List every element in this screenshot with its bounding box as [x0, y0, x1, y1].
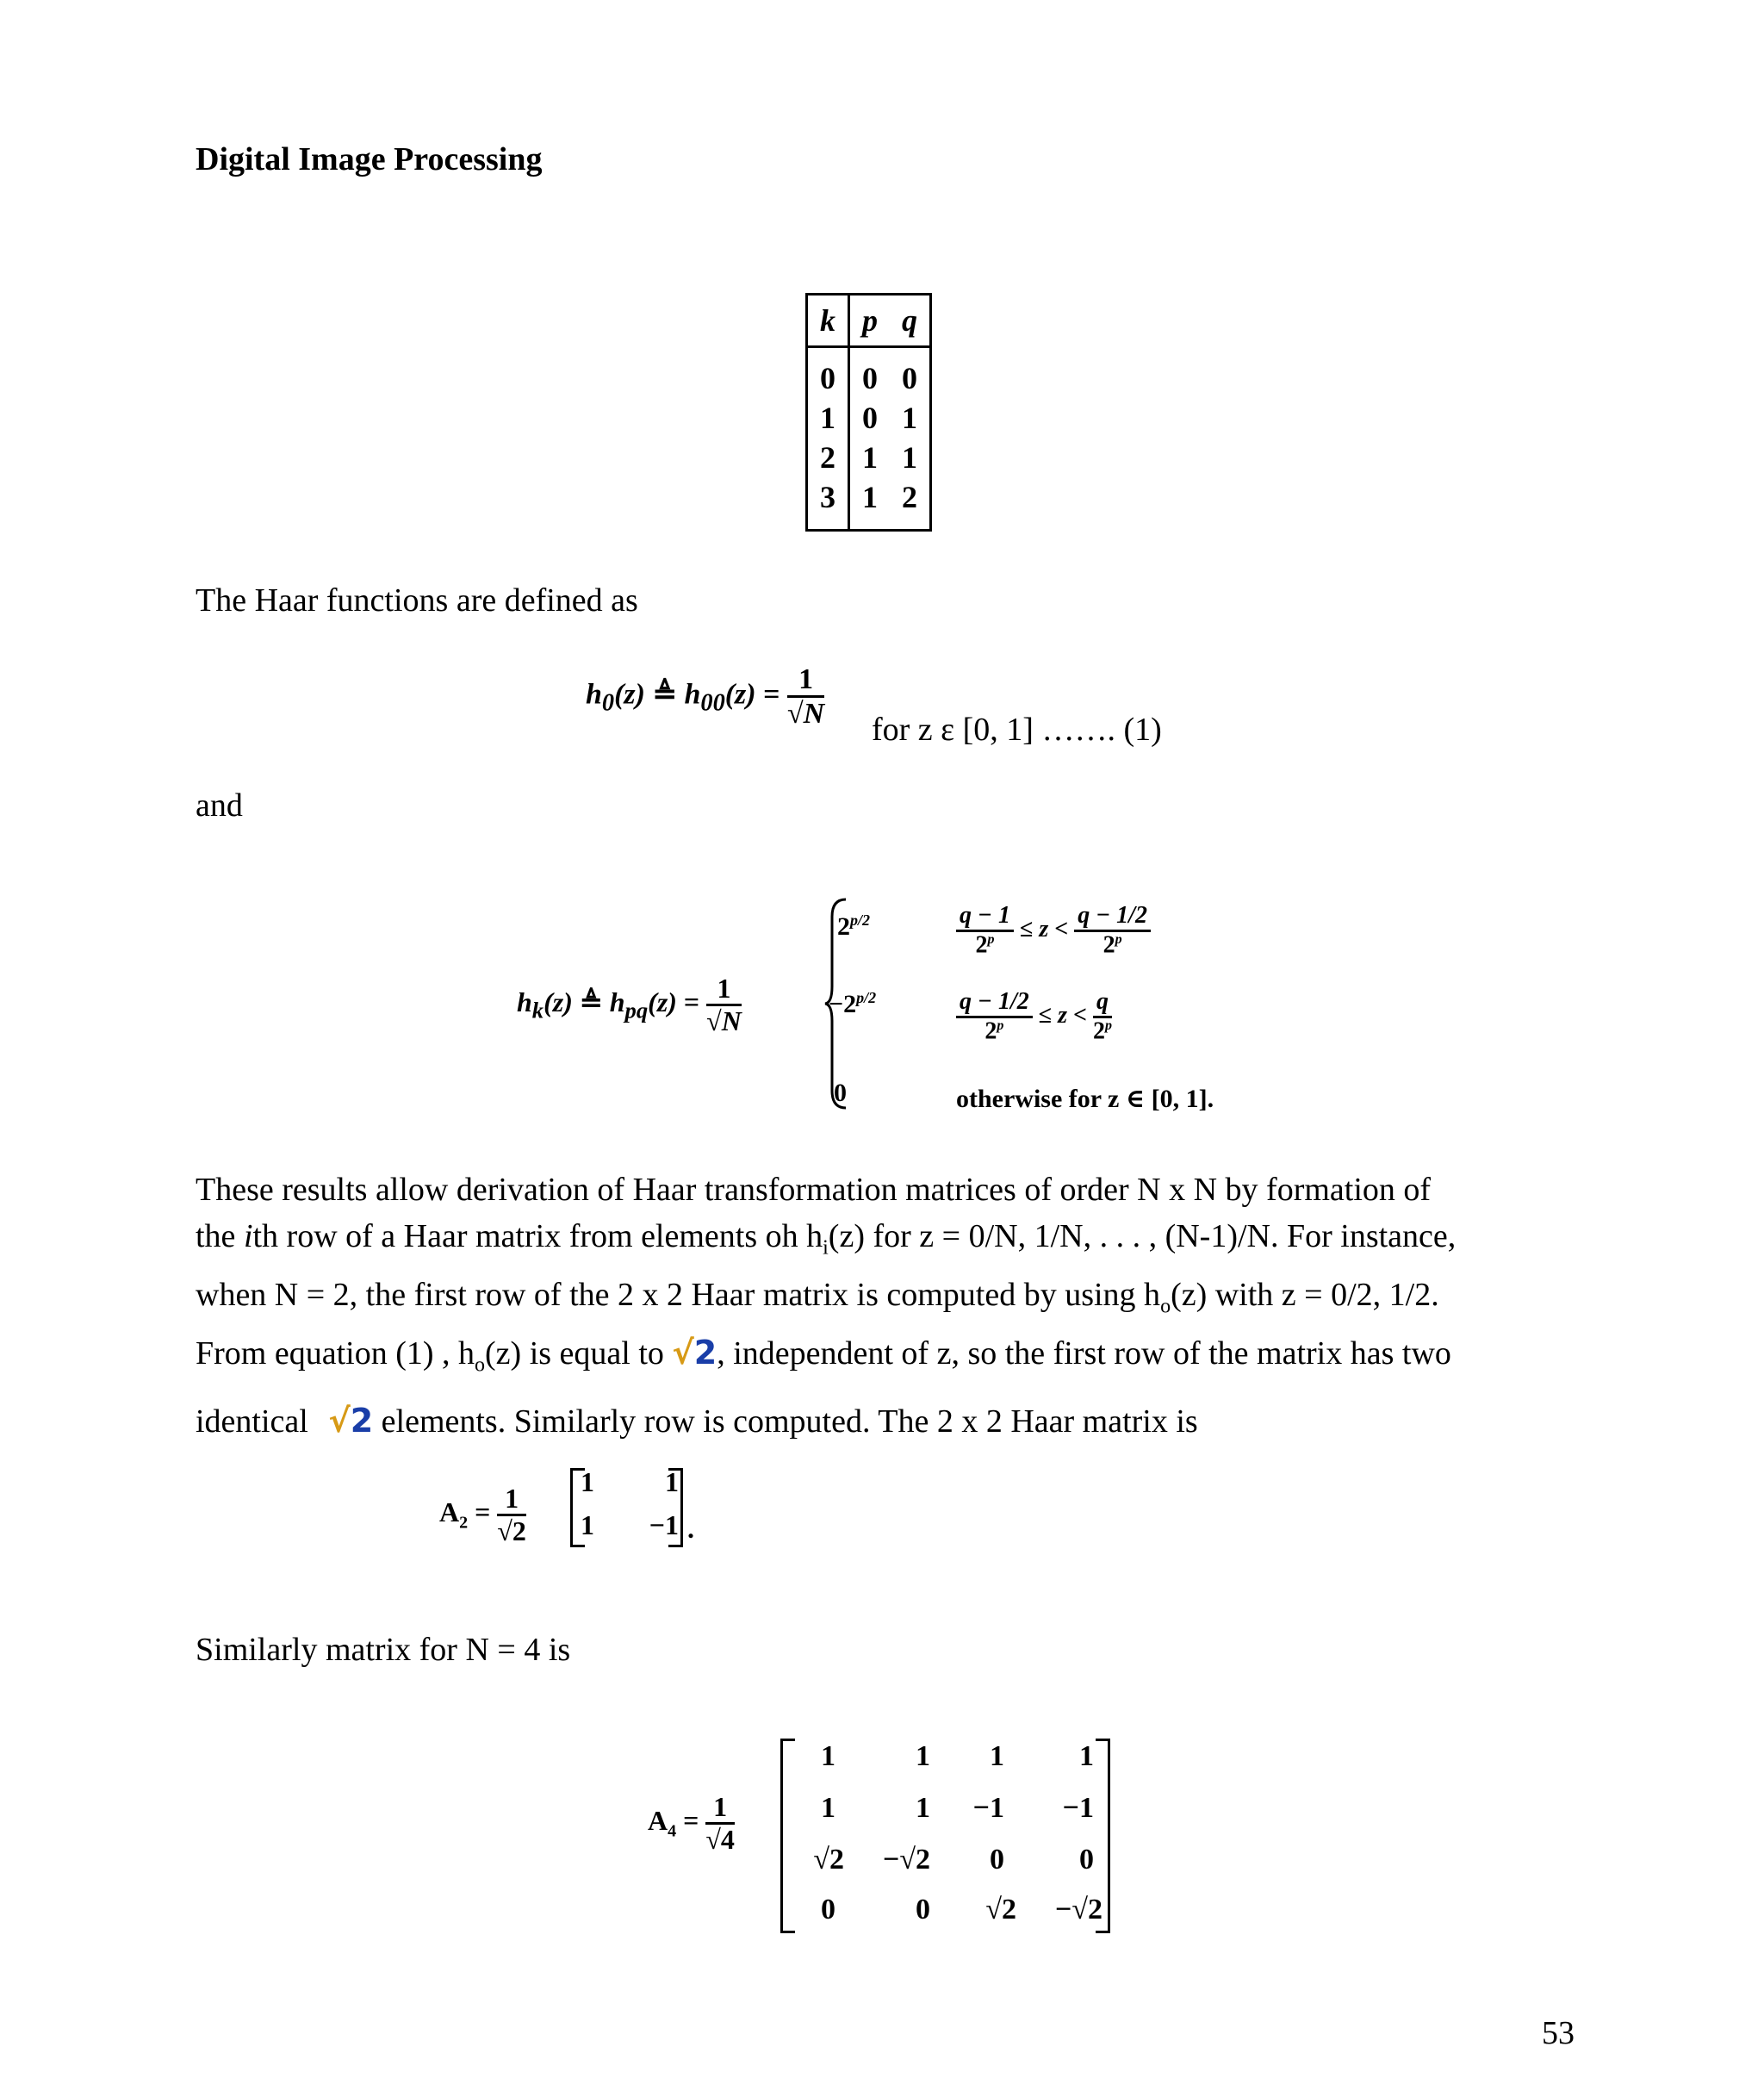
eq2-fraction: $\frac{1}{√N}$: [706, 973, 742, 1037]
paragraph-line-4: From equation (1) , $h_o(z)$ is equal to √2, independent of z, so the first row of the matrix has two: [196, 1329, 1591, 1389]
eq1-lhs-sub: 0: [601, 689, 615, 717]
eq2-case1-value: $2^{p/2}$: [837, 911, 871, 941]
table-cell: 0: [862, 401, 878, 435]
table-row: [807, 398, 931, 438]
haar-intro-text: The Haar functions are defined as: [196, 582, 638, 619]
matrix-a4-cell: 1: [916, 1740, 930, 1772]
matrix-a2-cell: −1: [649, 1509, 679, 1540]
matrix-a4-cell: 1: [1079, 1740, 1094, 1772]
matrix-a4-label: $A_4$ = $\frac{1}{√4}$: [648, 1791, 735, 1856]
matrix-a4-cell: −1: [1062, 1792, 1094, 1824]
table-row: [807, 438, 931, 477]
equation-2-lhs: $h_k(z)$ ≜ $h_{pq}(z)$ = $\frac{1}{√N}$: [517, 973, 742, 1037]
table-header-q: q: [890, 295, 931, 347]
matrix-a2-cell: 1: [665, 1466, 679, 1497]
matrix-a4-cell: 1: [916, 1792, 930, 1824]
matrix-a4-cell: 0: [821, 1894, 835, 1925]
table-cell: 3: [807, 477, 849, 531]
table-cell: 1: [902, 440, 917, 475]
eq2-case2-condition: $\frac{q - 1/2}{2^p}$ ≤ z < $\frac{q}{2^p}$: [956, 989, 1112, 1045]
eq1-mid: h: [684, 678, 701, 711]
matrix-a4-cell: 1: [821, 1740, 835, 1772]
table-header-row: [807, 295, 931, 347]
eq1-num: 1: [787, 663, 824, 698]
matrix-a2-cell: 1: [581, 1509, 594, 1540]
table-cell: 0: [902, 361, 917, 395]
table-row: [807, 347, 931, 399]
table-cell: 1: [807, 398, 849, 438]
eq2-num: 1: [706, 974, 742, 1006]
eq1-def-symbol: ≜: [652, 678, 677, 711]
eq2-lhs-sub: k: [531, 997, 544, 1023]
kpq-table: [805, 293, 932, 532]
matrix-a4-cell: −√2: [882, 1844, 930, 1876]
paragraph-line-2: the ith row of a Haar matrix from elements oh $h_i(z)$ for z = 0/N, 1/N, . . . , (N-1)/N. For instance,: [196, 1218, 1457, 1260]
n4-intro-text: Similarly matrix for N = 4 is: [196, 1632, 571, 1668]
sqrt-two-icon: √2: [328, 1401, 374, 1440]
eq1-condition: for z ε [0, 1] ……. (1): [872, 712, 1162, 748]
table-cell: 0: [807, 347, 849, 399]
matrix-a4-cell: 1: [821, 1792, 835, 1824]
and-text: and: [196, 787, 243, 824]
page-header: Digital Image Processing: [196, 141, 543, 177]
equation-1: $h_0(z)$ ≜ $h_{00}(z)$ = $\frac{1}{√N}$: [586, 663, 825, 731]
table-header-k: k: [807, 295, 849, 347]
paragraph-line-3: when N = 2, the first row of the 2 x 2 Haar matrix is computed by using $h_o(z)$ with z = 0/2, 1/2.: [196, 1276, 1439, 1318]
table-row: [807, 477, 931, 531]
table-cell: 2: [807, 438, 849, 477]
page-number: 53: [1542, 2015, 1575, 2051]
matrix-a2-fraction: $\frac{1}{√2}$: [497, 1483, 526, 1547]
matrix-a2-label: $A_2$ = $\frac{1}{√2}$: [439, 1483, 526, 1547]
matrix-a4-cell: 1: [990, 1740, 1004, 1772]
eq2-case3-value: 0: [834, 1079, 847, 1107]
paragraph-line-1: These results allow derivation of Haar transformation matrices of order N x N by formation of: [196, 1172, 1432, 1208]
sqrt-two-icon: √2: [672, 1334, 717, 1372]
haar-paragraph: [196, 1166, 1591, 1445]
matrix-a4-cell: 0: [1079, 1844, 1094, 1876]
table-cell: 1: [862, 480, 878, 514]
eq2-mid-sub: pq: [624, 997, 649, 1023]
table-cell: 1: [862, 440, 878, 475]
eq2-case2-value: $-2^{p/2}$: [829, 989, 877, 1018]
table-cell: 0: [862, 361, 878, 395]
eq1-mid-sub: 00: [700, 689, 725, 717]
matrix-a2-period: .: [687, 1513, 694, 1544]
table-cell: 1: [902, 401, 917, 435]
eq1-lhs: h: [586, 678, 602, 711]
matrix-a2-cell: 1: [581, 1466, 594, 1497]
table-cell: 2: [902, 480, 917, 514]
eq2-case3-condition: otherwise for z ∈ [0, 1].: [956, 1085, 1214, 1113]
matrix-a4-cell: 0: [916, 1894, 930, 1925]
matrix-a4-fraction: $\frac{1}{√4}$: [705, 1791, 735, 1856]
eq2-case1-condition: $\frac{q - 1}{2^p}$ ≤ z < $\frac{q - 1/2}{2^p}$: [956, 903, 1151, 959]
eq1-den: N: [803, 698, 825, 731]
paragraph-line-5: identical √2 elements. Similarly row is computed. The 2 x 2 Haar matrix is: [196, 1397, 1591, 1445]
table-header-p: p: [849, 295, 891, 347]
eq1-fraction: $\frac{1}{√N}$: [787, 663, 825, 731]
matrix-a4-cell: √2: [813, 1844, 844, 1876]
matrix-a4-cell: −√2: [1054, 1894, 1102, 1925]
eq2-den: N: [721, 1005, 742, 1037]
matrix-a4-cell: 0: [990, 1844, 1004, 1876]
matrix-a4-cell: −1: [972, 1792, 1004, 1824]
matrix-a4-cell: √2: [985, 1894, 1016, 1925]
